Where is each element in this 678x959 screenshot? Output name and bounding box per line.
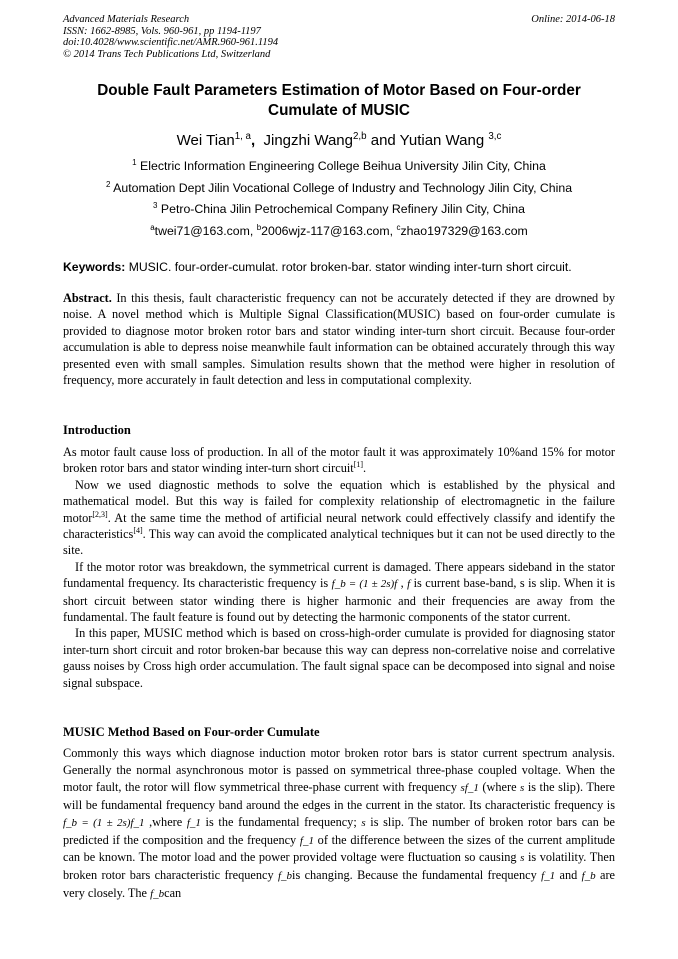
- author-name: Wei Tian: [176, 132, 235, 149]
- doi: doi:10.4028/www.scientific.net/AMR.960-961.1194: [63, 37, 279, 49]
- math-expression: f_1: [541, 870, 556, 883]
- author-sep: ,: [250, 132, 256, 149]
- email: 2006wjz-117@163.com,: [261, 224, 397, 239]
- authors: [63, 132, 615, 149]
- math-expression: s: [520, 852, 525, 865]
- journal-name: Advanced Materials Research: [63, 14, 190, 25]
- email: twei71@163.com,: [154, 224, 257, 239]
- emails: [63, 221, 615, 243]
- aff-text: Automation Dept Jilin Vocational College of Industry and Technology Jilin City, China: [113, 180, 573, 195]
- author-sup: 2,b: [353, 131, 367, 142]
- keywords-text: MUSIC. four-order-cumulat. rotor broken-bar. stator winding inter-turn short circuit.: [125, 260, 572, 274]
- citation: [1]: [353, 460, 364, 470]
- math-expression: f_b: [581, 870, 596, 883]
- abstract: [63, 290, 615, 388]
- text-run: . This way can avoid the complicated analytical techniques but it can not be used directly to the site.: [63, 527, 615, 558]
- text-run: is changing. Because the fundamental frequency: [292, 868, 542, 883]
- text-run: can: [164, 886, 182, 901]
- author-sep: and: [370, 132, 396, 149]
- text-run: (where: [478, 779, 521, 794]
- citation: [2,3]: [92, 509, 108, 519]
- paragraph: [63, 444, 615, 477]
- text-run: and: [555, 868, 582, 883]
- copyright: © 2014 Trans Tech Publications Ltd, Switzerland: [63, 48, 271, 60]
- paragraph: [63, 477, 615, 559]
- math-expression: f_1: [186, 816, 201, 829]
- math-expression: f_b = (1 ± 2s)f_1: [63, 816, 145, 829]
- text-run: of the difference between the sizes of the current amplitude can be known. The motor load and the power provided voltage were fluctuation so causing: [63, 832, 615, 865]
- math-expression: f_b: [150, 888, 165, 901]
- author-sup: 1, a: [234, 131, 251, 142]
- journal-header: [63, 14, 615, 60]
- text-run: If the motor rotor was breakdown, the symmetrical current is damaged. There appears sideband in the stator fundamental frequency. Its characteristic frequency is: [63, 559, 615, 591]
- text-run: ,where: [144, 814, 187, 829]
- author-name: Yutian Wang: [399, 132, 485, 149]
- author-sup: 3,c: [488, 131, 502, 142]
- text-run: . At the same time the method of artificial neural network could effectively classify and identify the characteristics: [63, 510, 615, 542]
- text-run: Commonly this ways which diagnose induction motor broken rotor bars is stator current spectrum analysis. Generally the normal asynchronous motor is passed on symmetrical three-phase coupled voltage. When the motor fault, the rotor will flow symmetrical three-phase current with frequency: [63, 746, 615, 794]
- paragraph: [63, 625, 615, 691]
- text-run: Now we used diagnostic methods to solve the equation which is established by the physical and mathematical model. But this way is failed for complexity relationship of electromagnetic in the failure motor: [63, 477, 615, 525]
- text-run: are very closely. The: [63, 868, 616, 901]
- affiliation: [63, 199, 615, 221]
- math-expression: f: [407, 578, 411, 591]
- section-heading-music: MUSIC Method Based on Four-order Cumulate: [63, 725, 320, 739]
- aff-sup: 2: [105, 179, 111, 189]
- email-sup: a: [150, 223, 155, 233]
- text-run: is volatility. Then broken rotor bars characteristic frequency: [63, 850, 615, 883]
- math-expression: sf_1: [460, 781, 479, 794]
- text-run: As motor fault cause loss of production. In all of the motor fault it was approximately 10%and 15% for motor broken rotor bars and stator winding inter-turn short circuit: [63, 445, 615, 476]
- math-expression: f_b = (1 ± 2s)f: [331, 578, 398, 591]
- aff-text: Petro-China Jilin Petrochemical Company Refinery Jilin City, China: [160, 202, 525, 217]
- introduction-body: [63, 444, 615, 691]
- text-run: ,: [397, 576, 408, 591]
- email: zhao197329@163.com: [400, 224, 528, 239]
- aff-sup: 1: [132, 157, 137, 167]
- affiliation: [63, 156, 615, 178]
- email-sup: b: [256, 223, 262, 233]
- aff-sup: 3: [153, 201, 158, 211]
- paragraph: [63, 559, 615, 626]
- math-expression: s: [520, 781, 525, 794]
- text-run: is slip. The number of broken rotor bars can be predicted if the composition and the frequency: [63, 814, 616, 847]
- abstract-label: Abstract.: [63, 291, 112, 305]
- math-expression: s: [361, 816, 366, 829]
- text-run: In this paper, MUSIC method which is based on cross-high-order cumulate is provided for diagnosing stator inter-turn short circuit and rotor broken-bar because this way can depress non-correlative noise and correlative gauss noises by Cross high order accumulation. The fault signal space can be decomposed into signal and noise signal subspace.: [63, 626, 615, 690]
- affiliation: [63, 178, 615, 200]
- section-heading-introduction: Introduction: [63, 423, 131, 437]
- math-expression: f_1: [299, 834, 314, 847]
- issn: ISSN: 1662-8985, Vols. 960-961, pp 1194-1197: [63, 25, 261, 37]
- paper-title: Double Fault Parameters Estimation of Motor Based on Four-order Cumulate of MUSIC: [97, 82, 581, 119]
- email-sup: c: [396, 223, 401, 233]
- text-run: is the slip). There will be fundamental frequency band around the edges in the current in the stator. Its characteristic frequency is: [63, 779, 615, 812]
- text-run: is the fundamental frequency;: [200, 814, 362, 829]
- affiliations: [63, 156, 615, 243]
- aff-text: Electric Information Engineering College Beihua University Jilin City, China: [140, 159, 546, 173]
- keywords-label: Keywords:: [63, 260, 126, 274]
- text-run: .: [363, 461, 367, 476]
- paragraph: [63, 745, 615, 903]
- music-body: [63, 745, 615, 903]
- text-run: is current base-band, s is slip. When it is short circuit between stator winding there is higher harmonic and their frequencies are away from the fundamental. The fault feature is found out by detecting the harmonic components of the stator current.: [63, 576, 615, 625]
- online-date: Online: 2014-06-18: [531, 14, 615, 25]
- abstract-text: In this thesis, fault characteristic frequency can not be accurately detected if they are drowned by noise. A novel method which is Multiple Signal Classification(MUSIC) based on four-order cumulate is provided to diagnose motor broken rotor bars and stator winding inter-turn short circuit. Because four-order accumulation is able to depress noise meanwhile fault information can be obtained accurately through this way presented even with small samples. Simulation results shown that the method were higher in resolution of frequency, more accurately in fault detection and less in computational complexity.: [63, 291, 615, 388]
- math-expression: f_b: [277, 870, 293, 883]
- keywords: [63, 260, 615, 274]
- citation: [4]: [133, 525, 143, 535]
- author-name: Jingzhi Wang: [263, 132, 353, 149]
